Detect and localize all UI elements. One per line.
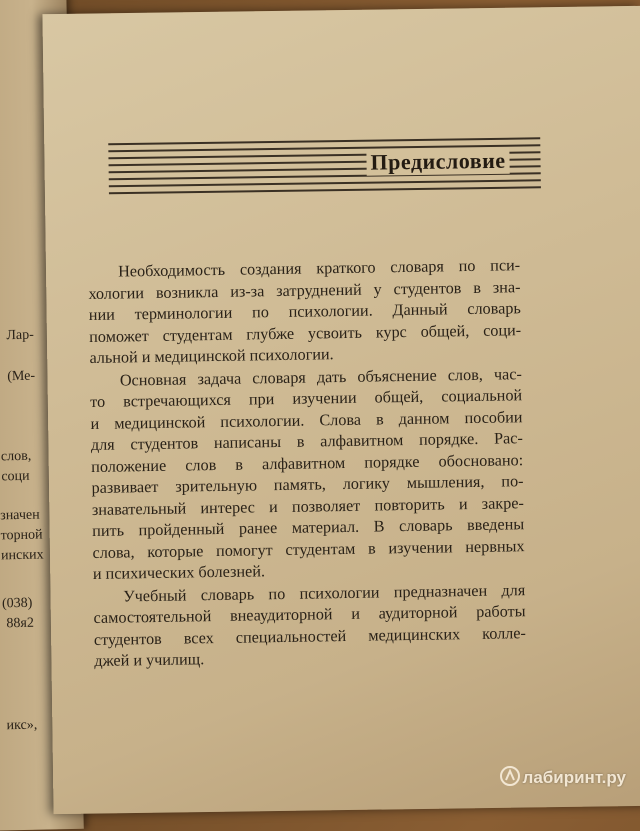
rule-line: [109, 186, 541, 194]
text-line: Основная задача словаря дать объяснение слов, час-: [119, 364, 522, 390]
text-line: самостоятельной внеаудиторной и аудиторной работы: [93, 602, 526, 627]
rule-line: [109, 179, 541, 187]
left-page-text: (Ме-: [7, 368, 36, 385]
page-heading: Предисловие: [366, 148, 509, 176]
text-line: и психических болезней.: [92, 562, 266, 583]
left-page-text: торной: [0, 527, 43, 544]
left-page-text: 88я2: [6, 615, 35, 632]
text-line: для студентов написаны в алфавитном порядке. Рас-: [90, 429, 523, 454]
text-line: хологии возникла из-за затруднений у студентов в зна-: [88, 277, 521, 303]
text-line: студентов всех специальностей медицинских колле-: [93, 623, 527, 649]
left-page-text: значен: [0, 507, 40, 524]
text-line: поможет студентам глубже усвоить курс общей, соци-: [89, 320, 522, 346]
watermark: [500, 766, 626, 788]
text-line: развивает зрительную память, логику мышления, по-: [91, 472, 524, 497]
left-page-text: Лар-: [6, 327, 34, 344]
text-line: и медицинской психологии. Слова в данном пособии: [90, 407, 523, 433]
text-line: знавательный интерес и позволяет повторить и закре-: [91, 493, 524, 519]
body-text: [88, 255, 526, 672]
text-line: Учебный словарь по психологии предназначен для: [123, 580, 526, 605]
text-line: нии терминологии по психологии. Данный словарь: [88, 299, 521, 324]
text-line: пить пройденный ранее материал. В словарь введены: [92, 515, 525, 540]
left-page-text: икс»,: [6, 717, 38, 734]
text-line: положение слов в алфавитном порядке обосновано:: [91, 450, 524, 476]
text-line: то встречающихся при изучении общей, социальной: [90, 386, 523, 411]
text-line: Необходимость создания краткого словаря по пси-: [118, 256, 521, 281]
watermark-text: лабиринт.ру: [522, 768, 626, 787]
left-page-text: (038): [1, 595, 33, 612]
text-line: джей и училищ.: [94, 650, 205, 670]
text-line: альной и медицинской психологии.: [89, 345, 334, 367]
left-page-text: инских: [0, 547, 44, 564]
text-line: слова, которые помогут студентам в изучении нервных: [92, 536, 525, 562]
rule-line: [108, 137, 540, 145]
labirint-logo-icon: [500, 766, 520, 786]
left-page-text: соци: [1, 468, 30, 485]
left-page-text: слов,: [0, 448, 32, 465]
